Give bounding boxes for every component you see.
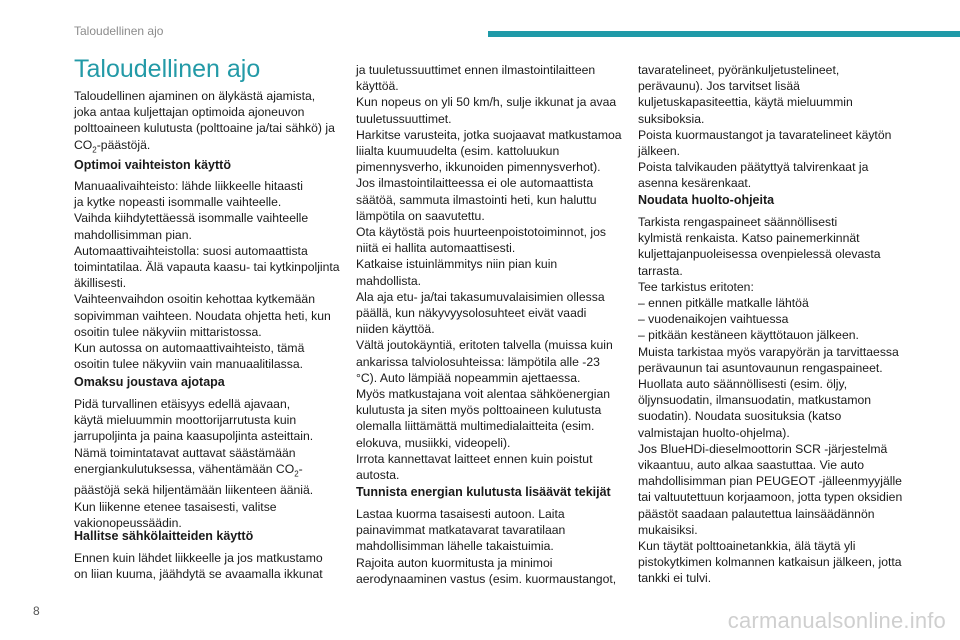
paragraph-electrical: Ennen kuin lähdet liikkeelle ja jos matkustamo on liian kuuma, jäähdytä se avaamalla ikkunat xyxy=(74,551,323,582)
intro-text-b: -päästöjä. xyxy=(96,137,151,152)
driving-style-text-a: Pidä turvallinen etäisyys edellä ajavaan, käytä mieluummin moottorijarrutusta kuin jarrupoljinta ja paina kaasupoljinta asteittain. Nämä toimintatavat auttavat säästämään energiankulutuksessa, vähentämään CO xyxy=(74,397,314,476)
paragraph-electrical-continued: ja tuuletussuuttimet ennen ilmastointilaitteen käyttöä. Kun nopeus on yli 50 km/h, sulje ikkunat ja avaa tuuletussuuttimet. Harkitse varusteita, jotka suojaavat matkustamoa liialta kuumuudelta (esim. kattoluukun pimennysverho, ikkunoiden pimennysverhot). Jos ilmastointilaitteessa ei ole automaattista säätöä, sammuta ilmastointi heti, kun haluttu lämpötila on saavutettu. Ota käytöstä pois huurteenpoistotoiminnot, jos niitä ei hallita automaattisesti. Katkaise istuinlämmitys niin pian kuin mahdollista. Ala aja etu- ja/tai takasumuvalaisimien ollessa päällä, kun näkyvyysolosuhteet eivät vaadi niiden käyttöä. Vältä joutokäyntiä, eritoten talvella (muissa kuin ankarissa talviolosuhteissa: lämpötila alle -23 °C). Auto lämpiää nopeammin ajettaessa. Myös matkustajana voit alentaa sähköenergian kulutusta ja siten myös polttoaineen kulutusta olemalla liittämättä multimedialaitteita (esim. elokuva, musiikki, videopeli). Irrota kannettavat laitteet ennen kuin poistut autosta. xyxy=(356,63,622,483)
heading-driving-style: Omaksu joustava ajotapa xyxy=(74,375,225,389)
heading-maintenance: Noudata huolto-ohjeita xyxy=(638,193,775,207)
heading-electrical: Hallitse sähkölaitteiden käyttö xyxy=(74,529,254,543)
paragraph-maintenance: Tarkista rengaspaineet säännöllisesti kylmistä renkaista. Katso painemerkinnät kuljettajanpuoleisessa ovenpielessä olevasta tarrasta. Tee tarkistus eritoten: – ennen pitkälle matkalle lähtöä – vuodenaikojen vaihtuessa – pitkään kestäneen käyttötauon jälkeen. Muista tarkistaa myös varapyörän ja tarvittaessa perävaunun tai asuntovaunun rengaspaineet. Huollata auto säännöllisesti (esim. öljy, öljynsuodatin, ilmansuodatin, matkustamon suodatin). Noudata suosituksia (katso valmistajan huolto-ohjelma). Jos BlueHDi-dieselmoottorin SCR -järjestelmä vikaantuu, auto alkaa saastuttaa. Vie auto mahdollisimman pian PEUGEOT -jälleenmyyjälle tai valtuutettuun korjaamoon, jotta typen oksidien päästöt saadaan palautettua lainsäädännön mukaisiksi. Kun täytät polttoainetankkia, älä täytä yli pistokytkimen kolmannen katkaisun jälkeen, jotta tankki ei tulvi. xyxy=(638,215,903,586)
heading-transmission: Optimoi vaihteiston käyttö xyxy=(74,158,231,172)
driving-style-subscript: 2 xyxy=(294,469,299,479)
heading-energy-factors: Tunnista energian kulutusta lisäävät tekijät xyxy=(356,485,611,499)
page-number: 8 xyxy=(33,604,40,618)
header-section-title: Taloudellinen ajo xyxy=(74,24,164,38)
paragraph-transmission: Manuaalivaihteisto: lähde liikkeelle hitaasti ja kytke nopeasti isommalle vaihteelle. Vaihda kiihdytettäessä isommalle vaihteelle mahdollisimman pian. Automaattivaihteistolla: suosi automaattista toimintatilaa. Älä vapauta kaasu- tai kytkinpoljinta äkillisesti. Vaihteenvaihdon osoitin kehottaa kytkemään sopivimman vaihteen. Noudata ohjetta heti, kun osoitin tulee näkyviin mittaristossa. Kun autossa on automaattivaihteisto, tämä osoitin tulee näkyviin vain manuaalitilassa. xyxy=(74,179,340,372)
intro-subscript: 2 xyxy=(92,145,97,155)
paragraph-driving-style xyxy=(74,396,344,531)
paragraph-energy-factors: Lastaa kuorma tasaisesti autoon. Laita painavimmat matkatavarat tavaratilaan mahdollisimman lähelle takaistuimia. Rajoita auton kuormitusta ja minimoi aerodynaaminen vastus (esim. kuormaustangot, xyxy=(356,507,617,586)
driving-style-text-b: - päästöjä sekä hiljentämään liikenteen ääniä. Kun liikenne etenee tasaisesti, valitse vakionopeussäädin. xyxy=(74,461,314,530)
watermark: carmanualsonline.info xyxy=(727,608,946,633)
paragraph-energy-factors-continued: tavaratelineet, pyöränkuljetustelineet, perävaunu). Jos tarvitset lisää kuljetuskapasiteettia, käytä mieluummin suksiboksia. Poista kuormaustangot ja tavaratelineet käytön jälkeen. Poista talvikauden päätyttyä talvirenkaat ja asenna kesärenkaat. xyxy=(638,63,892,191)
header-accent-bar xyxy=(488,31,960,37)
intro-paragraph xyxy=(74,88,344,158)
page-title: Taloudellinen ajo xyxy=(74,55,261,83)
intro-text-a: Taloudellinen ajaminen on älykästä ajamista, joka antaa kuljettajan optimoida ajoneuvon polttoaineen kulutusta (polttoaine ja/tai sähkö) ja CO xyxy=(74,89,335,152)
